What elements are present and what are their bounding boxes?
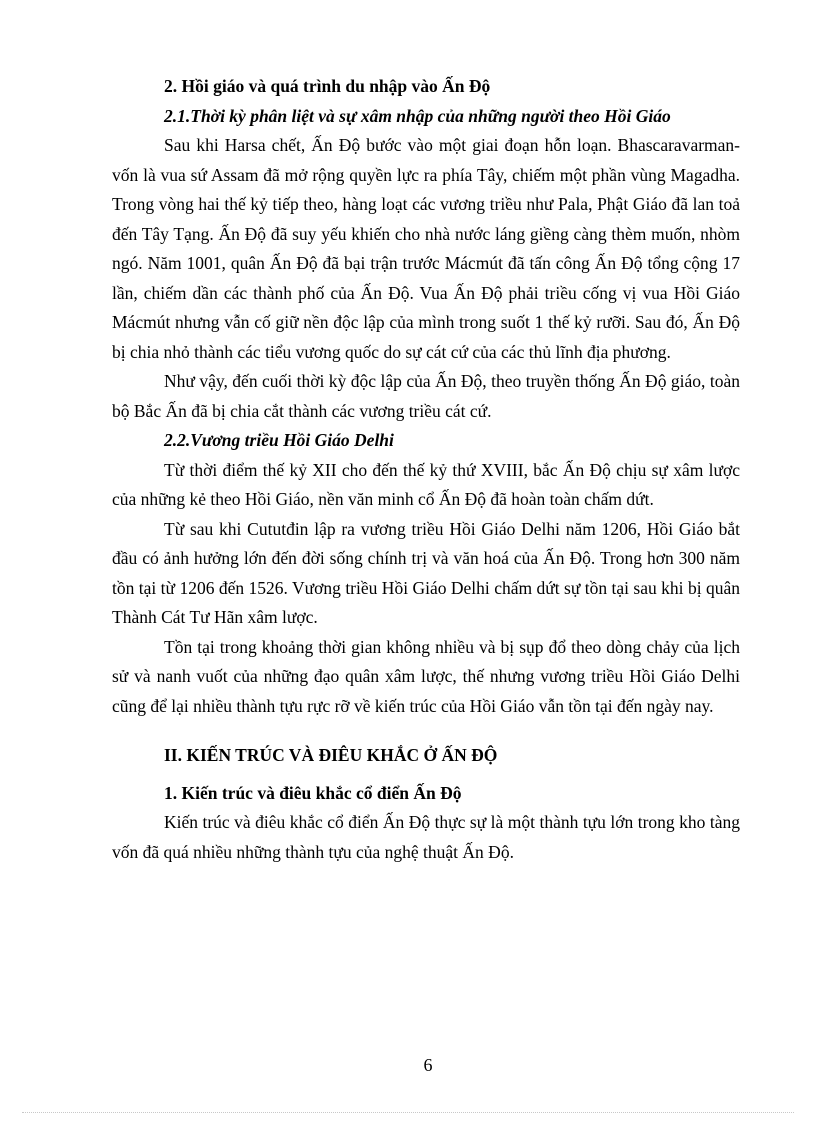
paragraph-6: Kiến trúc và điêu khắc cổ điển Ấn Độ thực sự là một thành tựu lớn trong kho tàng vốn đã quá nhiều những thành tựu của nghệ thuật Ấn Độ. [112, 812, 740, 862]
section-heading-1: 1. Kiến trúc và điêu khắc cổ điển Ấn Độ [164, 782, 462, 803]
paragraph-3: Từ thời điểm thế kỷ XII cho đến thế kỷ thứ XVIII, bắc Ấn Độ chịu sự xâm lược của những kẻ theo Hồi Giáo, nền văn minh cổ Ấn Độ đã hoàn toàn chấm dứt. [112, 459, 740, 509]
page-content [112, 72, 740, 867]
subsection-heading-2-2: 2.2.Vương triều Hồi Giáo Delhi [164, 430, 394, 450]
paragraph-2: Như vậy, đến cuối thời kỳ độc lập của Ấn Độ, theo truyền thống Ấn Độ giáo, toàn bộ Bắc Ấn đã bị chia cắt thành các vương triều cát cứ. [112, 371, 740, 421]
page-number: 6 [423, 1055, 433, 1075]
paragraph-4: Từ sau khi Cututđin lập ra vương triều Hồi Giáo Delhi năm 1206, Hồi Giáo bắt đầu có ảnh hưởng lớn đến đời sống chính trị và văn hoá của Ấn Độ. Trong hơn 300 năm tồn tại từ 1206 đến 1526. Vương triều Hồi Giáo Delhi chấm dứt sự tồn tại sau khi bị quân Thành Cát Tư Hãn xâm lược. [112, 518, 740, 627]
chapter-heading-II: II. KIẾN TRÚC VÀ ĐIÊU KHẮC Ở ẤN ĐỘ [164, 745, 498, 765]
subsection-heading-2-1: 2.1.Thời kỳ phân liệt và sự xâm nhập của những người theo Hồi Giáo [164, 105, 671, 126]
page-bottom-divider [22, 1112, 794, 1113]
paragraph-1: Sau khi Harsa chết, Ấn Độ bước vào một giai đoạn hỗn loạn. Bhascaravarman- vốn là vua sứ Assam đã mở rộng quyền lực ra phía Tây, chiếm một phần vùng Magadha. Trong vòng hai thế kỷ tiếp theo, hàng loạt các vương triều như Pala, Phật Giáo đã lan toả đến Tây Tạng. Ấn Độ đã suy yếu khiến cho nhà nước láng giềng càng thèm muốn, nhòm ngó. Năm 1001, quân Ấn Độ đã bại trận trước Mácmút đã tấn công Ấn Độ tổng cộng 17 lần, chiếm dần các thành phố của Ấn Độ. Vua Ấn Độ phải triều cống vị vua Hồi Giáo Mácmút nhưng vẫn cố giữ nền độc lập của mình trong suốt 1 thế kỷ rưỡi. Sau đó, Ấn Độ bị chia nhỏ thành các tiểu vương quốc do sự cát cứ của các thủ lĩnh địa phương. [112, 135, 740, 362]
paragraph-5: Tồn tại trong khoảng thời gian không nhiều và bị sụp đổ theo dòng chảy của lịch sử và nanh vuốt của những đạo quân xâm lược, thế nhưng vương triều Hồi Giáo Delhi cũng để lại nhiều thành tựu rực rỡ về kiến trúc của Hồi Giáo vẫn tồn tại đến ngày nay. [112, 636, 740, 716]
section-heading-2: 2. Hồi giáo và quá trình du nhập vào Ấn Độ [164, 76, 491, 96]
